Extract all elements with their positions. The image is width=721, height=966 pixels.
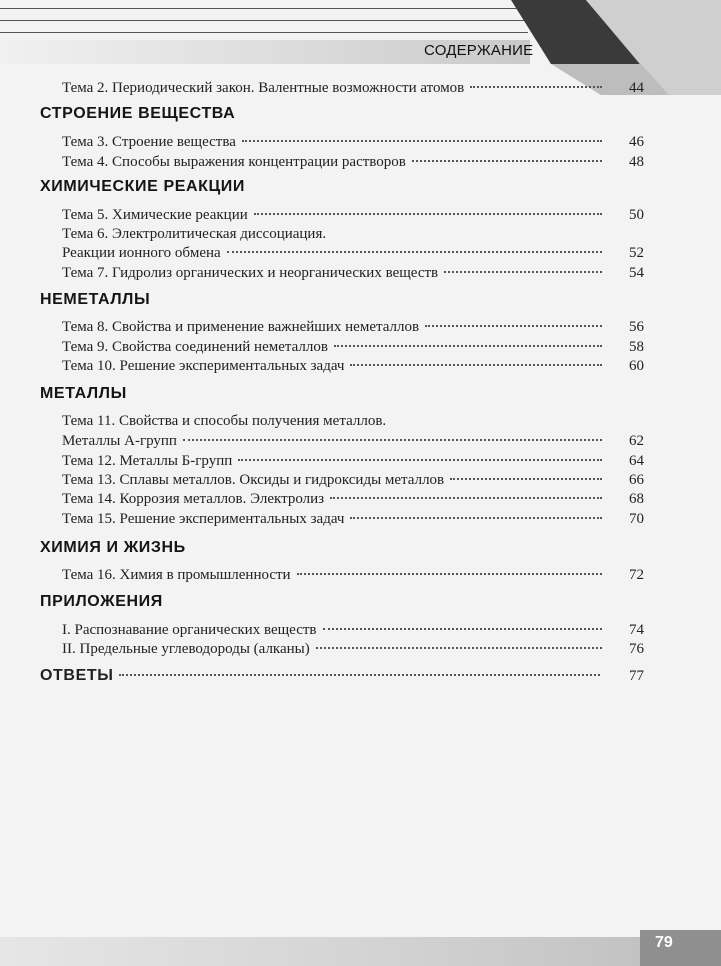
toc-entry[interactable]: [62, 265, 602, 282]
section-heading: МЕТАЛЛЫ: [40, 385, 127, 402]
toc-entry[interactable]: [62, 207, 602, 224]
dot-leader: [323, 628, 603, 630]
header-rule: [0, 20, 525, 21]
toc-entry-title: I. Распознавание органических веществ: [62, 622, 317, 638]
dot-leader: [183, 439, 602, 441]
section-heading: ХИМИЯ И ЖИЗНЬ: [40, 539, 186, 556]
toc-entry-continuation[interactable]: [62, 245, 602, 262]
toc-page-number: 54: [629, 265, 644, 281]
dot-leader: [412, 160, 602, 162]
toc-page-number: 48: [629, 154, 644, 170]
toc-entry-title: Тема 16. Химия в промышленности: [62, 567, 291, 583]
toc-page-number: 77: [629, 668, 644, 684]
toc-page-number: 60: [629, 358, 644, 374]
header-rule: [0, 32, 528, 33]
dot-leader: [242, 140, 602, 142]
toc-entry[interactable]: [62, 80, 602, 97]
toc-entry[interactable]: [62, 472, 602, 489]
toc-entry-title: Тема 13. Сплавы металлов. Оксиды и гидроксиды металлов: [62, 472, 445, 488]
toc-entry-title: Металлы А-групп: [62, 433, 177, 449]
toc-page-number: 74: [629, 622, 644, 638]
toc-page-number: 68: [629, 491, 644, 507]
toc-page-number: 52: [629, 245, 644, 261]
toc-page-number: 64: [629, 453, 644, 469]
toc-entry[interactable]: [62, 453, 602, 470]
toc-entry[interactable]: [62, 226, 602, 243]
toc-entry-title: Тема 3. Строение вещества: [62, 134, 236, 150]
toc-entry[interactable]: [62, 319, 602, 336]
toc-entry-title: Тема 4. Способы выражения концентрации растворов: [62, 154, 406, 170]
dot-leader: [316, 647, 602, 649]
toc-entry[interactable]: [62, 358, 602, 375]
section-heading: ХИМИЧЕСКИЕ РЕАКЦИИ: [40, 178, 246, 195]
dot-leader: [450, 478, 602, 480]
toc-page-number: 58: [629, 339, 644, 355]
toc-entry-title: Тема 15. Решение экспериментальных задач: [62, 511, 345, 527]
toc-entry[interactable]: [62, 511, 602, 528]
dot-leader: [334, 345, 602, 347]
toc-entry-title: Тема 12. Металлы Б-групп: [62, 453, 233, 469]
footer-band: [0, 937, 721, 966]
toc-entry[interactable]: [62, 413, 602, 430]
toc-page-number: 62: [629, 433, 644, 449]
toc-page-number: 44: [629, 80, 644, 96]
toc-page-number: 50: [629, 207, 644, 223]
dot-leader: [227, 251, 602, 253]
dot-leader: [350, 517, 602, 519]
toc-entry-answers[interactable]: [40, 667, 600, 685]
toc-entry-title: Тема 11. Свойства и способы получения металлов.: [62, 413, 387, 429]
toc-entry-title: Реакции ионного обмена: [62, 245, 221, 261]
toc-entry-title: II. Предельные углеводороды (алканы): [62, 641, 310, 657]
toc-entry-title: Тема 5. Химические реакции: [62, 207, 248, 223]
toc-entry[interactable]: [62, 622, 602, 639]
toc-entry[interactable]: [62, 491, 602, 508]
dot-leader: [238, 459, 602, 461]
toc-entry[interactable]: [62, 134, 602, 151]
toc-entry[interactable]: [62, 154, 602, 171]
dot-leader: [444, 271, 602, 273]
toc-entry-title: Тема 2. Периодический закон. Валентные возможности атомов: [62, 80, 465, 96]
toc-entry-title: Тема 7. Гидролиз органических и неорганических веществ: [62, 265, 439, 281]
header-rule: [0, 8, 520, 9]
toc-page-number: 72: [629, 567, 644, 583]
page-number-tab: [640, 930, 721, 966]
toc-entry[interactable]: [62, 567, 602, 584]
section-heading: НЕМЕТАЛЛЫ: [40, 291, 151, 308]
dot-leader: [254, 213, 602, 215]
toc-page-number: 70: [629, 511, 644, 527]
toc-entry-title: Тема 10. Решение экспериментальных задач: [62, 358, 345, 374]
toc-entry-title: ОТВЕТЫ: [40, 667, 114, 684]
dot-leader: [119, 674, 600, 676]
toc-page-number: 56: [629, 319, 644, 335]
toc-entry-title: Тема 8. Свойства и применение важнейших неметаллов: [62, 319, 420, 335]
toc-page-number: 46: [629, 134, 644, 150]
dot-leader: [297, 573, 602, 575]
dot-leader: [425, 325, 602, 327]
toc-page-number: 76: [629, 641, 644, 657]
toc-page-number: 66: [629, 472, 644, 488]
dot-leader: [330, 497, 602, 499]
section-heading: СТРОЕНИЕ ВЕЩЕСТВА: [40, 105, 236, 122]
toc-entry-title: Тема 14. Коррозия металлов. Электролиз: [62, 491, 325, 507]
toc-entry[interactable]: [62, 339, 602, 356]
running-header-title: СОДЕРЖАНИЕ: [424, 42, 534, 59]
toc-entry-continuation[interactable]: [62, 433, 602, 450]
toc-entry-title: Тема 9. Свойства соединений неметаллов: [62, 339, 328, 355]
toc-entry[interactable]: [62, 641, 602, 658]
dot-leader: [350, 364, 602, 366]
toc-entry-title: Тема 6. Электролитическая диссоциация.: [62, 226, 327, 242]
page-number: 79: [655, 934, 673, 951]
dot-leader: [470, 86, 602, 88]
section-heading: ПРИЛОЖЕНИЯ: [40, 593, 163, 610]
